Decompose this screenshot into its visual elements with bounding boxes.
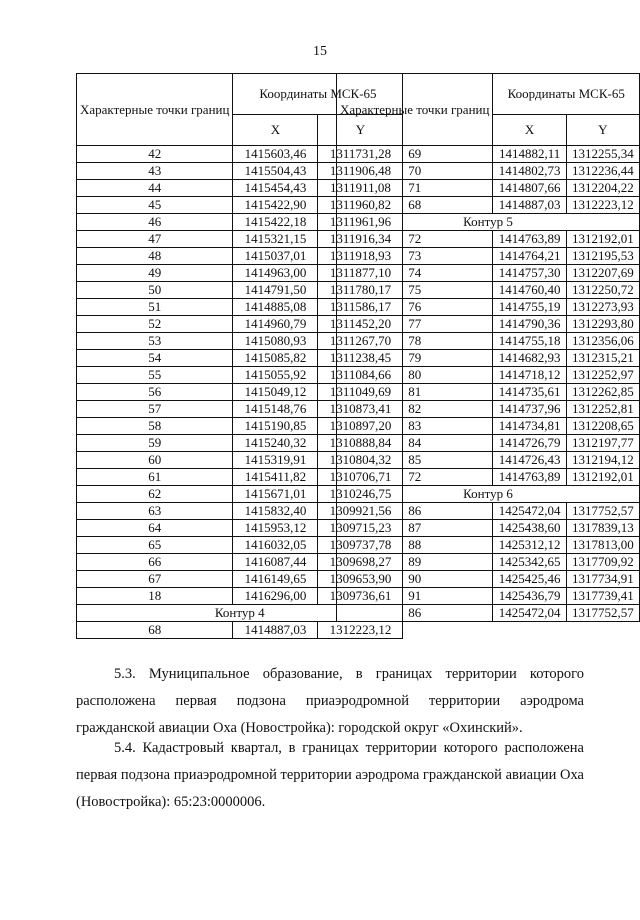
y-cell: 1312255,34 [566, 146, 639, 163]
y-cell: 1311780,17 [318, 282, 403, 299]
x-cell: 1414960,79 [233, 316, 318, 333]
y-cell: 1317752,57 [566, 605, 639, 622]
point-cell: 68 [77, 622, 233, 639]
x-cell: 1416296,00 [233, 588, 318, 605]
y-cell: 1312223,12 [318, 622, 403, 639]
y-cell: 1311049,69 [318, 384, 403, 401]
section-label: Контур 5 [337, 214, 640, 231]
y-cell: 1312252,81 [566, 401, 639, 418]
table-row [337, 537, 640, 554]
x-cell: 1416149,65 [233, 571, 318, 588]
section-label: Контур 6 [337, 486, 640, 503]
point-cell: 91 [337, 588, 493, 605]
point-cell: 81 [337, 384, 493, 401]
header-points: Характерные точки границ [337, 74, 493, 146]
point-cell: 88 [337, 537, 493, 554]
paragraph-municipality [76, 661, 584, 742]
x-cell: 1415319,91 [233, 452, 318, 469]
point-cell: 49 [77, 265, 233, 282]
y-cell: 1309921,56 [318, 503, 403, 520]
y-cell: 1312236,44 [566, 163, 639, 180]
point-cell: 42 [77, 146, 233, 163]
point-cell: 90 [337, 571, 493, 588]
point-cell: 59 [77, 435, 233, 452]
x-cell: 1414963,00 [233, 265, 318, 282]
y-cell: 1311877,10 [318, 265, 403, 282]
y-cell: 1310888,84 [318, 435, 403, 452]
table-row [337, 197, 640, 214]
table-row [337, 299, 640, 316]
point-cell: 78 [337, 333, 493, 350]
point-cell: 68 [337, 197, 493, 214]
table-row [337, 333, 640, 350]
y-cell: 1317839,13 [566, 520, 639, 537]
point-cell: 55 [77, 367, 233, 384]
point-cell: 53 [77, 333, 233, 350]
x-cell: 1414887,03 [493, 197, 566, 214]
y-cell: 1311586,17 [318, 299, 403, 316]
table-row [337, 571, 640, 588]
y-cell: 1317739,41 [566, 588, 639, 605]
y-cell: 1311961,96 [318, 214, 403, 231]
x-cell: 1415055,92 [233, 367, 318, 384]
y-cell: 1312194,12 [566, 452, 639, 469]
x-cell: 1415953,12 [233, 520, 318, 537]
coordinates-table-right [336, 73, 640, 622]
point-cell: 50 [77, 282, 233, 299]
y-cell: 1309737,78 [318, 537, 403, 554]
x-cell: 1414726,79 [493, 435, 566, 452]
x-cell: 1425438,60 [493, 520, 566, 537]
y-cell: 1309698,27 [318, 554, 403, 571]
y-cell: 1311452,20 [318, 316, 403, 333]
point-cell: 72 [337, 231, 493, 248]
header-x: X [233, 115, 318, 146]
table-row [77, 622, 403, 639]
table-row [337, 384, 640, 401]
point-cell: 44 [77, 180, 233, 197]
x-cell: 1425342,65 [493, 554, 566, 571]
x-cell: 1414763,89 [493, 469, 566, 486]
table-row [337, 350, 640, 367]
y-cell: 1312207,69 [566, 265, 639, 282]
point-cell: 65 [77, 537, 233, 554]
table-row [337, 248, 640, 265]
point-cell: 54 [77, 350, 233, 367]
x-cell: 1414763,89 [493, 231, 566, 248]
x-cell: 1415422,90 [233, 197, 318, 214]
y-cell: 1312315,21 [566, 350, 639, 367]
table-row [337, 163, 640, 180]
point-cell: 76 [337, 299, 493, 316]
section-label: Контур 4 [77, 605, 403, 622]
y-cell: 1310246,75 [318, 486, 403, 503]
table-row [337, 316, 640, 333]
y-cell: 1310873,41 [318, 401, 403, 418]
point-cell: 43 [77, 163, 233, 180]
x-cell: 1415603,46 [233, 146, 318, 163]
y-cell: 1309653,90 [318, 571, 403, 588]
x-cell: 1414882,11 [493, 146, 566, 163]
x-cell: 1414791,50 [233, 282, 318, 299]
x-cell: 1425472,04 [493, 503, 566, 520]
y-cell: 1311906,48 [318, 163, 403, 180]
x-cell: 1415240,32 [233, 435, 318, 452]
table-row [337, 265, 640, 282]
section-row [337, 214, 640, 231]
table-row [337, 282, 640, 299]
point-cell: 51 [77, 299, 233, 316]
point-cell: 62 [77, 486, 233, 503]
point-cell: 57 [77, 401, 233, 418]
point-cell: 67 [77, 571, 233, 588]
point-cell: 47 [77, 231, 233, 248]
x-cell: 1415080,93 [233, 333, 318, 350]
y-cell: 1317752,57 [566, 503, 639, 520]
x-cell: 1414760,40 [493, 282, 566, 299]
y-cell: 1312192,01 [566, 231, 639, 248]
point-cell: 66 [77, 554, 233, 571]
header-coords: Координаты МСК-65 [493, 74, 640, 115]
x-cell: 1414734,81 [493, 418, 566, 435]
table-row [337, 554, 640, 571]
y-cell: 1311084,66 [318, 367, 403, 384]
x-cell: 1415037,01 [233, 248, 318, 265]
table-row [337, 520, 640, 537]
x-cell: 1415504,43 [233, 163, 318, 180]
x-cell: 1415422,18 [233, 214, 318, 231]
x-cell: 1415148,76 [233, 401, 318, 418]
section-row [337, 486, 640, 503]
header-points: Характерные точки границ [77, 74, 233, 146]
point-cell: 69 [337, 146, 493, 163]
point-cell: 72 [337, 469, 493, 486]
point-cell: 48 [77, 248, 233, 265]
table-row [337, 605, 640, 622]
x-cell: 1416032,05 [233, 537, 318, 554]
point-cell: 73 [337, 248, 493, 265]
point-cell: 52 [77, 316, 233, 333]
x-cell: 1414802,73 [493, 163, 566, 180]
y-cell: 1311916,34 [318, 231, 403, 248]
x-cell: 1425472,04 [493, 605, 566, 622]
y-cell: 1317813,00 [566, 537, 639, 554]
y-cell: 1312262,85 [566, 384, 639, 401]
point-cell: 63 [77, 503, 233, 520]
x-cell: 1415832,40 [233, 503, 318, 520]
x-cell: 1414757,30 [493, 265, 566, 282]
x-cell: 1414755,18 [493, 333, 566, 350]
table-row [337, 588, 640, 605]
x-cell: 1425312,12 [493, 537, 566, 554]
header-coords: Координаты МСК-65 [233, 74, 403, 115]
point-cell: 18 [77, 588, 233, 605]
point-cell: 86 [337, 503, 493, 520]
table-row [337, 231, 640, 248]
x-cell: 1414737,96 [493, 401, 566, 418]
header-y: Y [566, 115, 639, 146]
point-cell: 45 [77, 197, 233, 214]
y-cell: 1311731,28 [318, 146, 403, 163]
x-cell: 1415411,82 [233, 469, 318, 486]
x-cell: 1415454,43 [233, 180, 318, 197]
y-cell: 1311960,82 [318, 197, 403, 214]
page-number: 15 [313, 44, 327, 59]
point-cell: 75 [337, 282, 493, 299]
x-cell: 1415190,85 [233, 418, 318, 435]
y-cell: 1309736,61 [318, 588, 403, 605]
point-cell: 46 [77, 214, 233, 231]
y-cell: 1311911,08 [318, 180, 403, 197]
point-cell: 60 [77, 452, 233, 469]
point-cell: 85 [337, 452, 493, 469]
x-cell: 1414682,93 [493, 350, 566, 367]
y-cell: 1312208,65 [566, 418, 639, 435]
point-cell: 77 [337, 316, 493, 333]
point-cell: 89 [337, 554, 493, 571]
y-cell: 1317709,92 [566, 554, 639, 571]
y-cell: 1317734,91 [566, 571, 639, 588]
table-row [337, 435, 640, 452]
y-cell: 1312223,12 [566, 197, 639, 214]
point-cell: 87 [337, 520, 493, 537]
x-cell: 1414887,03 [233, 622, 318, 639]
table-row [337, 469, 640, 486]
x-cell: 1415321,15 [233, 231, 318, 248]
x-cell: 1414755,19 [493, 299, 566, 316]
y-cell: 1310897,20 [318, 418, 403, 435]
x-cell: 1415671,01 [233, 486, 318, 503]
x-cell: 1414764,21 [493, 248, 566, 265]
y-cell: 1311238,45 [318, 350, 403, 367]
table-body [337, 146, 640, 622]
paragraph-text: 5.4. Кадастровый квартал, в границах территории которого расположена первая подзона приаэродромной территории аэродрома гражданской авиации Оха (Новостройка): 65:23:0000006. [76, 740, 584, 810]
point-cell: 61 [77, 469, 233, 486]
y-cell: 1312197,77 [566, 435, 639, 452]
y-cell: 1312273,93 [566, 299, 639, 316]
y-cell: 1310804,32 [318, 452, 403, 469]
y-cell: 1312204,22 [566, 180, 639, 197]
table-row [337, 367, 640, 384]
y-cell: 1312356,06 [566, 333, 639, 350]
point-cell: 79 [337, 350, 493, 367]
y-cell: 1312293,80 [566, 316, 639, 333]
table-row [337, 146, 640, 163]
table-row [337, 418, 640, 435]
y-cell: 1310706,71 [318, 469, 403, 486]
x-cell: 1414735,61 [493, 384, 566, 401]
x-cell: 1414718,12 [493, 367, 566, 384]
y-cell: 1311918,93 [318, 248, 403, 265]
x-cell: 1414790,36 [493, 316, 566, 333]
y-cell: 1312195,53 [566, 248, 639, 265]
x-cell: 1414807,66 [493, 180, 566, 197]
header-y: Y [318, 115, 403, 146]
x-cell: 1425436,79 [493, 588, 566, 605]
y-cell: 1311267,70 [318, 333, 403, 350]
point-cell: 71 [337, 180, 493, 197]
point-cell: 64 [77, 520, 233, 537]
point-cell: 86 [337, 605, 493, 622]
table-row [337, 452, 640, 469]
header-x: X [493, 115, 566, 146]
x-cell: 1414726,43 [493, 452, 566, 469]
paragraph-cadastral [76, 735, 584, 816]
point-cell: 82 [337, 401, 493, 418]
y-cell: 1312192,01 [566, 469, 639, 486]
point-cell: 84 [337, 435, 493, 452]
point-cell: 70 [337, 163, 493, 180]
table-row [337, 503, 640, 520]
point-cell: 83 [337, 418, 493, 435]
point-cell: 74 [337, 265, 493, 282]
x-cell: 1414885,08 [233, 299, 318, 316]
table-row [337, 180, 640, 197]
table-row [337, 401, 640, 418]
y-cell: 1312252,97 [566, 367, 639, 384]
point-cell: 80 [337, 367, 493, 384]
x-cell: 1415049,12 [233, 384, 318, 401]
paragraph-text: 5.3. Муниципальное образование, в границах территории которого расположена первая подзона приаэродромной территории аэродрома гражданской авиации Оха (Новостройка): городской округ «Охинский». [76, 666, 584, 736]
y-cell: 1309715,23 [318, 520, 403, 537]
x-cell: 1425425,46 [493, 571, 566, 588]
x-cell: 1416087,44 [233, 554, 318, 571]
point-cell: 58 [77, 418, 233, 435]
x-cell: 1415085,82 [233, 350, 318, 367]
y-cell: 1312250,72 [566, 282, 639, 299]
point-cell: 56 [77, 384, 233, 401]
